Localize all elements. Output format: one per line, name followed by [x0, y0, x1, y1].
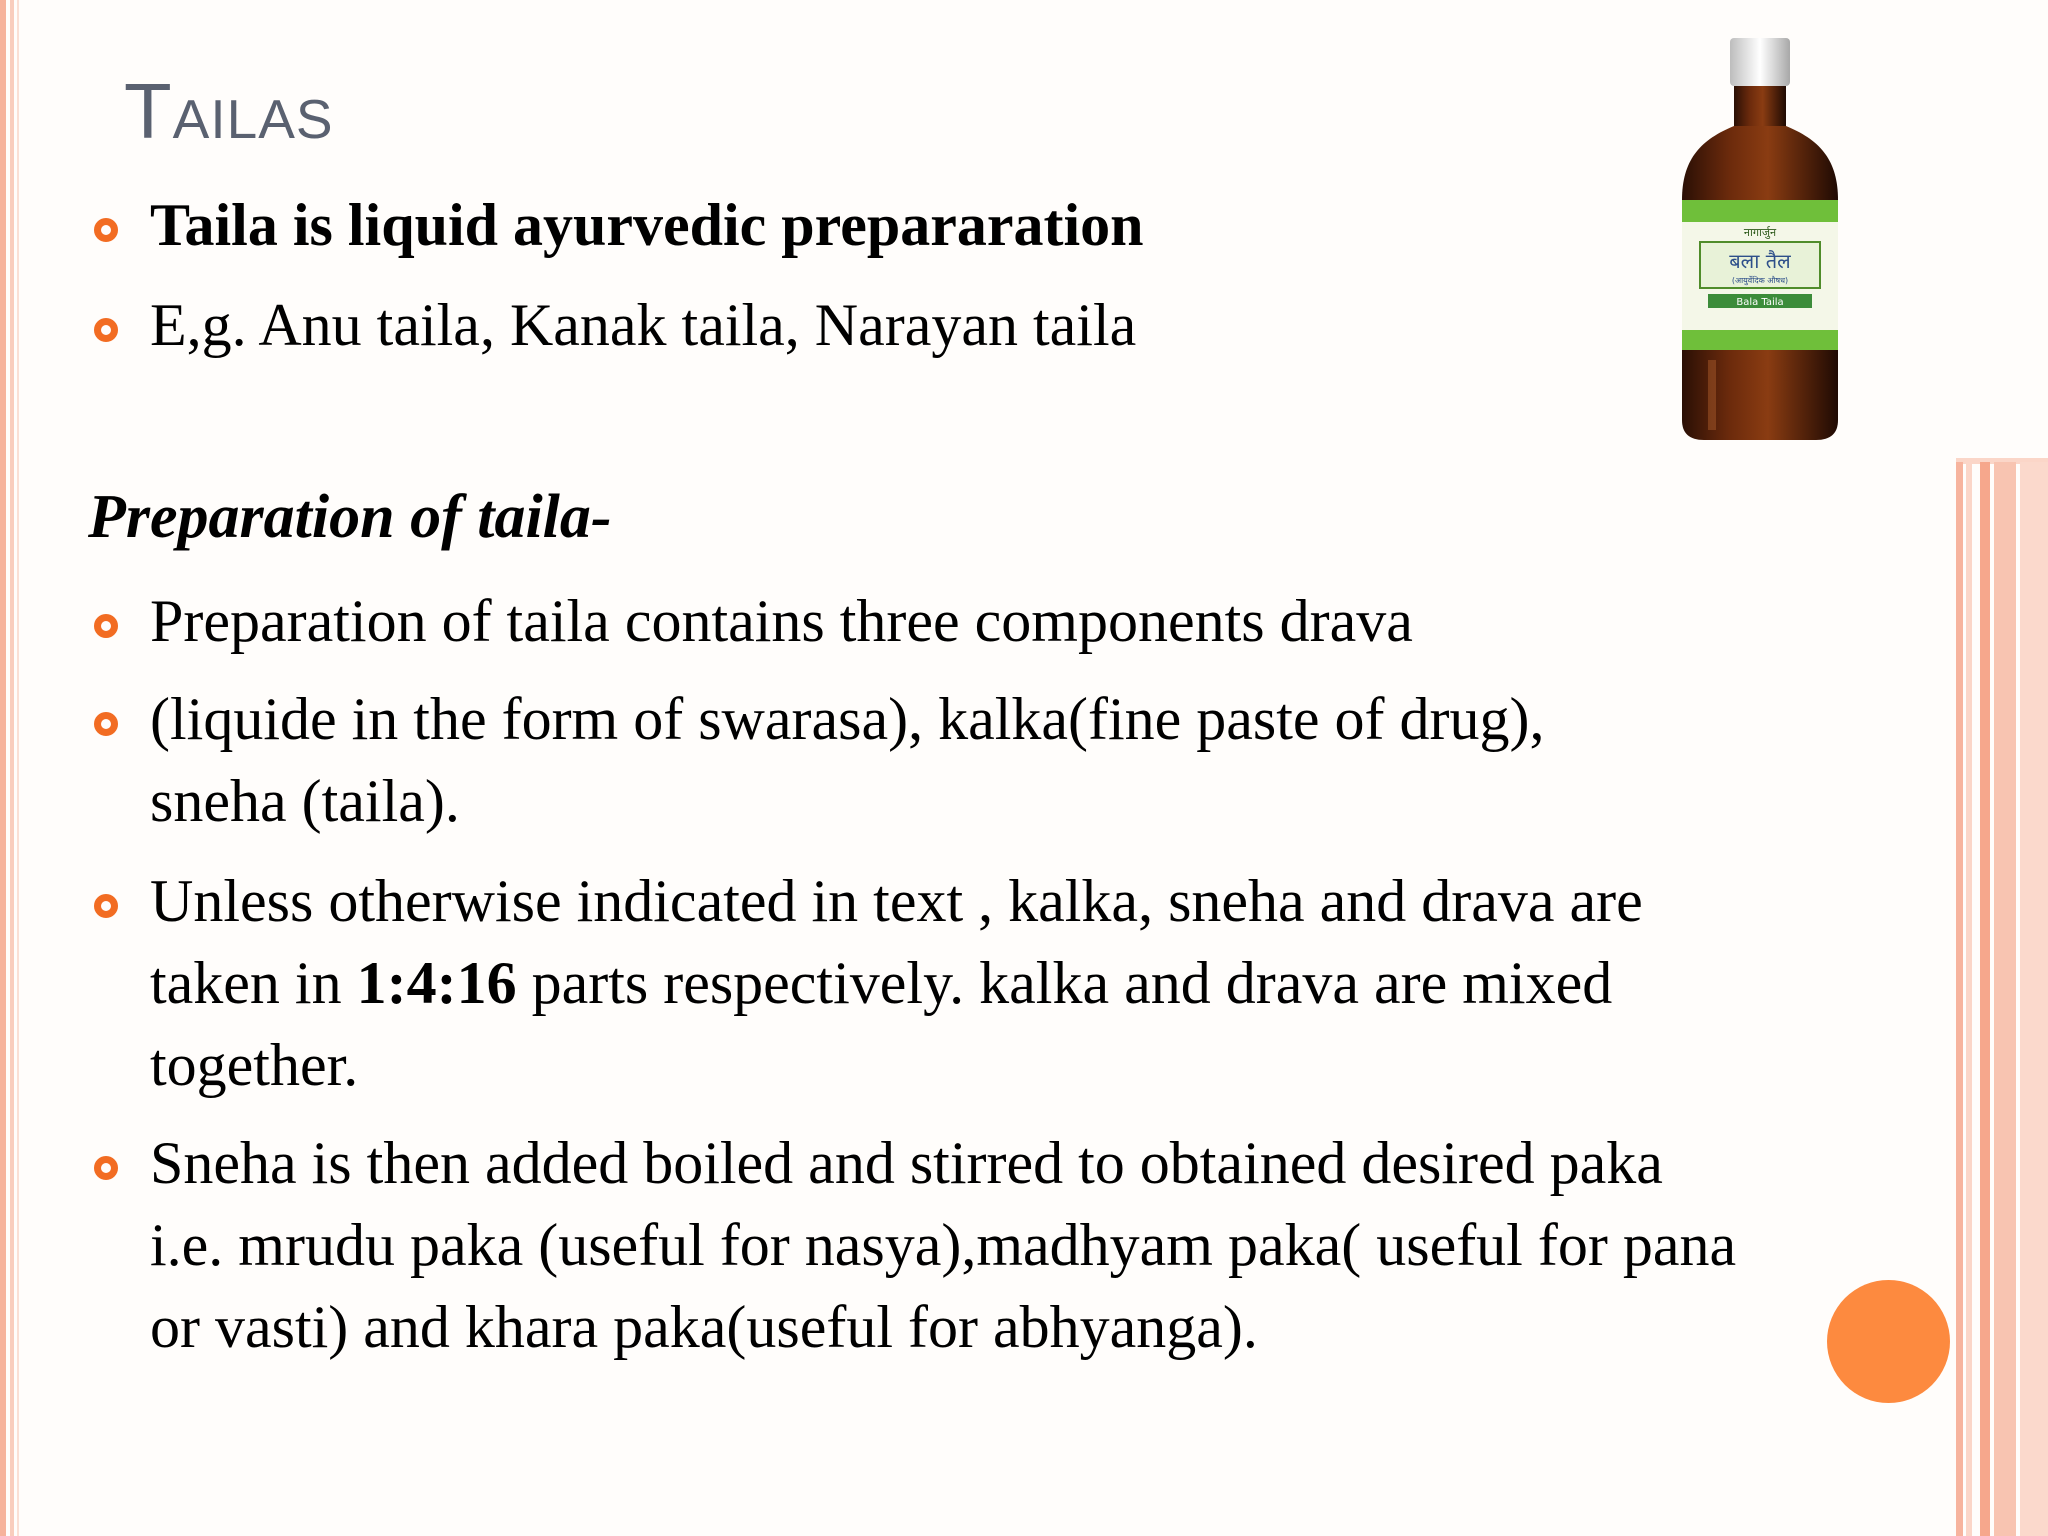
bullet-icon	[94, 318, 118, 342]
right-decor-stripe	[2020, 462, 2048, 1536]
point-components: Preparation of taila contains three components drava	[150, 588, 1413, 654]
bullet-icon	[94, 712, 118, 736]
bullet-icon	[94, 894, 118, 918]
left-decor-stripe	[17, 0, 19, 1536]
point-definition: Taila is liquid ayurvedic prepararation	[150, 192, 1144, 258]
left-decor-stripe	[10, 0, 14, 1536]
oil-bottle-image	[1660, 30, 1860, 450]
bullet-icon	[94, 218, 118, 242]
point-paka-cont: i.e. mrudu paka (useful for nasya),madhyam paka( useful for pana	[150, 1212, 1737, 1278]
right-decor-stripe	[1956, 462, 1963, 1536]
bullet-icon	[94, 614, 118, 638]
ratio-post: parts respectively. kalka and drava are mixed	[516, 950, 1613, 1016]
ratio-pre: taken in	[150, 950, 357, 1016]
point-components-detail: (liquide in the form of swarasa), kalka(fine paste of drug),	[150, 686, 1545, 752]
left-decor-stripe	[0, 0, 6, 1536]
slide-title: Tailas	[124, 67, 334, 155]
bottle-sub: (आयुर्वेदिक औषध)	[1731, 276, 1789, 285]
point-ratio-cont	[150, 942, 1612, 1024]
point-examples: E,g. Anu taila, Kanak taila, Narayan taila	[150, 292, 1137, 358]
bottle-band: Bala Taila	[1736, 297, 1784, 308]
accent-circle	[1827, 1280, 1950, 1403]
bullet-icon	[94, 1156, 118, 1180]
right-decor-stripe	[1980, 462, 1990, 1536]
point-components-detail-cont: sneha (taila).	[150, 768, 460, 834]
right-decor-stripe	[1966, 462, 1972, 1536]
right-decor-stripe	[1994, 462, 2016, 1536]
point-ratio-end: together.	[150, 1032, 359, 1098]
bottle-name: बला तैल	[1729, 249, 1791, 273]
bottle-brand: नागार्जुन	[1743, 226, 1777, 239]
point-ratio: Unless otherwise indicated in text , kalka, sneha and drava are	[150, 868, 1643, 934]
ratio-value: 1:4:16	[356, 950, 517, 1016]
point-paka-end: or vasti) and khara paka(useful for abhyanga).	[150, 1294, 1258, 1360]
point-paka: Sneha is then added boiled and stirred to obtained desired paka	[150, 1130, 1663, 1196]
section-subheading: Preparation of taila-	[88, 483, 612, 551]
